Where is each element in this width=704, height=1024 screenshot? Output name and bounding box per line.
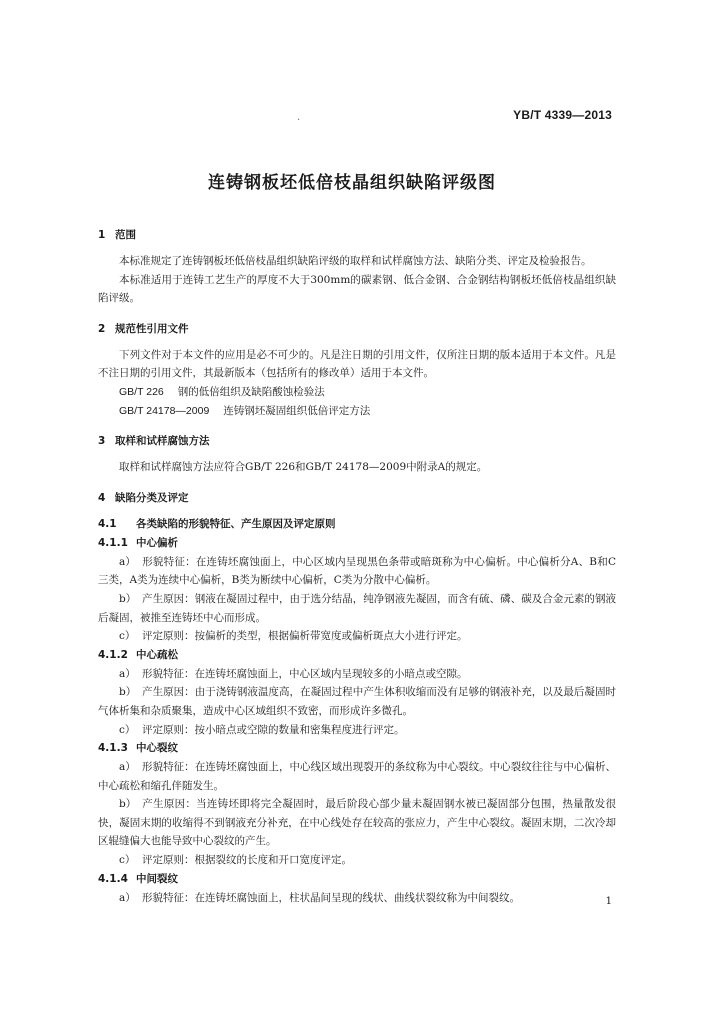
- section-title: 规范性引用文件: [115, 322, 189, 335]
- subsection-title: 中心偏析: [136, 536, 178, 549]
- subsection-4-1-3-heading: [98, 739, 616, 758]
- item-text: 评定原则：按小暗点或空隙的数量和密集程度进行评定。: [142, 723, 405, 736]
- subsection-number: 4.1.1: [98, 536, 128, 549]
- document-title: 连铸钢板坯低倍枝晶组织缺陷评级图: [208, 173, 496, 193]
- reference-code: GB/T 24178—2009: [119, 404, 210, 417]
- section-title: 缺陷分类及评定: [115, 491, 189, 504]
- item-text: 形貌特征：在连铸坯腐蚀面上，中心线区域出现裂开的条纹称为中心裂纹。中心裂纹往往与中心偏析、中心疏松和缩孔伴随发生。: [98, 761, 616, 792]
- subsection-number: 4.1.3: [98, 742, 128, 755]
- item-marker: c）: [119, 723, 136, 736]
- item-marker: a）: [119, 555, 136, 568]
- document-body: [98, 224, 616, 907]
- list-item: [98, 758, 616, 795]
- section-number: 4: [98, 491, 106, 504]
- subsection-number: 4.1.2: [98, 648, 128, 661]
- item-text: 产生原因：钢液在凝固过程中，由于选分结晶，纯净钢液先凝固，而含有硫、磷、碳及合金元素的钢液后凝固，被推至连铸坯中心而形成。: [98, 592, 616, 624]
- paragraph: 下列文件对于本文件的应用是必不可少的。凡是注日期的引用文件，仅所注日期的版本适用于本文件。凡是不注日期的引用文件，其最新版本（包括所有的修改单）适用于本文件。: [98, 348, 616, 380]
- item-marker: b）: [119, 592, 137, 605]
- reference-title: 连铸钢坯凝固组织低倍评定方法: [223, 404, 371, 417]
- item-text: 形貌特征：在连铸坯腐蚀面上，中心区域内呈现黑色条带或暗斑称为中心偏析。中心偏析分A、B和C三类，A类为连续中心偏析，B类为断续中心偏析，C类为分散中心偏析。: [98, 555, 616, 587]
- paragraph: 本标准规定了连铸钢板坯低倍枝晶组织缺陷评级的取样和试样腐蚀方法、缺陷分类、评定及检验报告。: [119, 255, 592, 267]
- section-number: 3: [98, 435, 106, 448]
- subsection-title: 中心裂纹: [136, 742, 178, 755]
- item-marker: c）: [119, 854, 136, 867]
- subsection-4-1-4-heading: [98, 870, 616, 889]
- list-item: [98, 590, 616, 627]
- subsection-title: 各类缺陷的形貌特征、产生原因及评定原则: [136, 517, 336, 530]
- section-title: 取样和试样腐蚀方法: [115, 435, 210, 448]
- subsection-number: 4.1.4: [98, 872, 128, 885]
- reference-code: GB/T 226: [119, 385, 164, 398]
- section-number: 1: [98, 229, 106, 241]
- item-text: 产生原因：当连铸坯即将完全凝固时，最后阶段心部少量未凝固钢水被已凝固部分包围，热量散发很快，凝固末期的收缩得不到钢液充分补充，在中心线处存在较高的张应力，产生中心裂纹。凝固末期，二次冷却区辊缝偏大也能导致中心裂纹的产生。: [98, 798, 616, 848]
- item-marker: a）: [119, 761, 136, 774]
- section-number: 2: [98, 322, 106, 335]
- subsection-4-1-2-heading: [98, 646, 616, 665]
- list-item: [98, 889, 616, 908]
- section-2-heading: [98, 318, 616, 340]
- paragraph: 本标准适用于连铸工艺生产的厚度不大于300mm的碳素钢、低合金钢、合金钢结构钢板坯低倍枝晶组织缺陷评级。: [98, 273, 616, 305]
- section-4-heading: [98, 487, 616, 509]
- item-text: 形貌特征：在连铸坯腐蚀面上，柱状晶间呈现的线状、曲线状裂纹称为中间裂纹。: [142, 891, 520, 904]
- list-item: [98, 851, 616, 870]
- subsection-4-1-1-heading: [98, 534, 616, 553]
- reference-entry: [98, 383, 616, 402]
- subsection-title: 中间裂纹: [136, 872, 178, 885]
- section-3-heading: [98, 430, 616, 452]
- section-1-heading: [98, 224, 616, 246]
- section-title: 范围: [115, 229, 136, 241]
- subsection-4-1-heading: [98, 515, 616, 534]
- item-text: 产生原因：由于浇铸钢液温度高，在凝固过程中产生体积收缩而没有足够的钢液补充，以及最后凝固时气体析集和杂质聚集，造成中心区域组织不致密，而形成许多微孔。: [98, 686, 616, 717]
- list-item: [98, 665, 616, 684]
- page-number: 1: [605, 896, 612, 907]
- item-text: 评定原则：根据裂纹的长度和开口宽度评定。: [142, 854, 352, 867]
- list-item: [98, 627, 616, 646]
- reference-entry: [98, 402, 616, 421]
- item-marker: c）: [119, 630, 136, 643]
- item-text: 评定原则：按偏析的类型，根据偏析带宽度或偏析斑点大小进行评定。: [142, 630, 468, 643]
- list-item: [98, 683, 616, 720]
- list-item: [98, 721, 616, 740]
- item-marker: a）: [119, 891, 136, 904]
- list-item: [98, 553, 616, 590]
- item-marker: b）: [119, 798, 137, 811]
- item-marker: b）: [119, 686, 137, 699]
- paragraph: 取样和试样腐蚀方法应符合GB/T 226和GB/T 24178—2009中附录A的规定。: [119, 461, 488, 474]
- standard-code: YB/T 4339—2013: [513, 108, 612, 122]
- item-marker: a）: [119, 667, 136, 680]
- subsection-number: 4.1: [98, 517, 117, 530]
- scan-dot: .: [297, 112, 301, 123]
- list-item: [98, 795, 616, 851]
- reference-title: 钢的低倍组织及缺陷酸蚀检验法: [177, 385, 325, 398]
- subsection-title: 中心疏松: [136, 648, 178, 661]
- item-text: 形貌特征：在连铸坯腐蚀面上，中心区域内呈现较多的小暗点或空隙。: [142, 667, 468, 680]
